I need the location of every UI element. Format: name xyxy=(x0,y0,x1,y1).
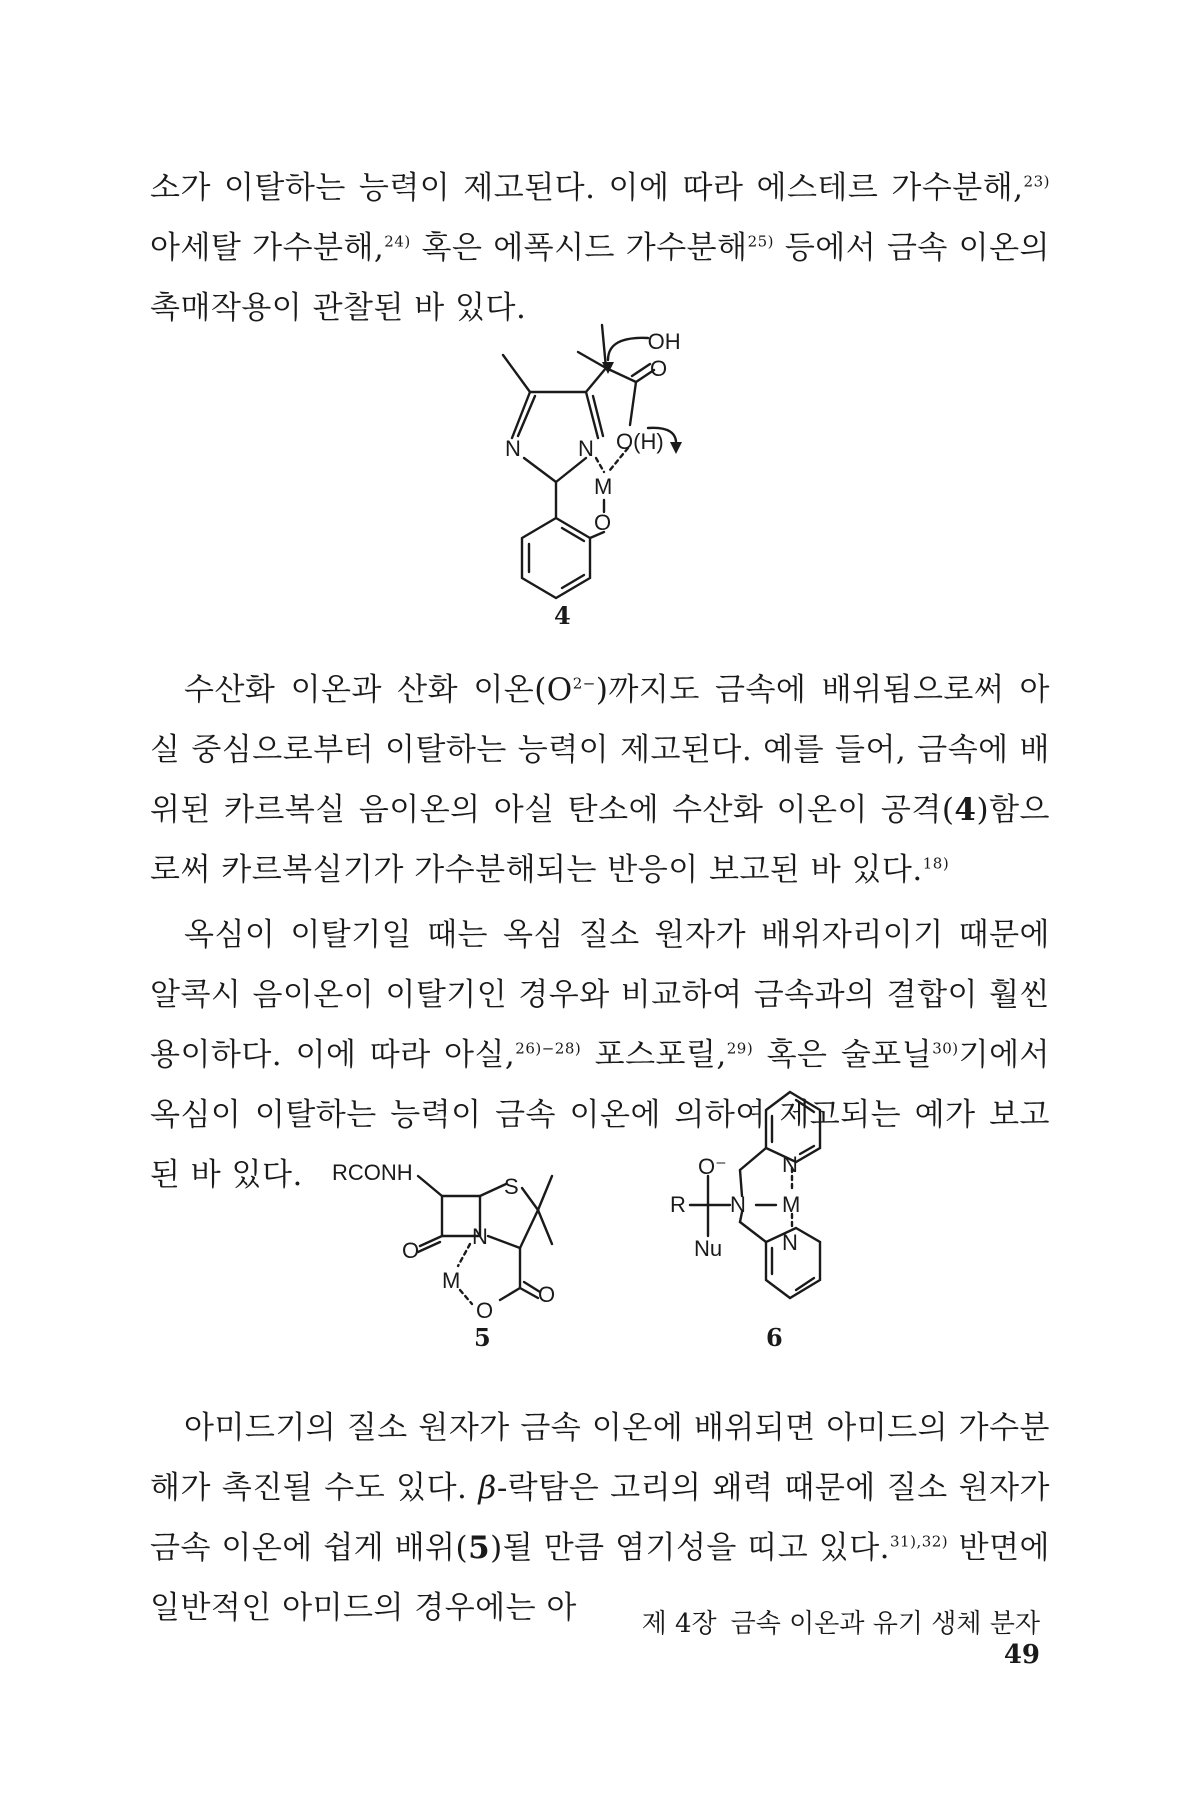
footer-title: 금속 이온과 유기 생체 분자 xyxy=(730,1609,1040,1639)
ref-structure-4: 4 xyxy=(954,792,977,828)
ref-29: 29) xyxy=(726,1039,754,1058)
atom-n1: N xyxy=(505,436,521,461)
p3-text-b: 포스포릴, xyxy=(581,1037,727,1073)
footer-chapter: 제 4장 xyxy=(641,1609,717,1639)
ref-30: 30) xyxy=(932,1039,959,1058)
atom-o-minus: O xyxy=(476,1298,494,1323)
structure-5 xyxy=(320,1150,580,1355)
atom-o-ring: O xyxy=(594,510,612,535)
atom-nu: Nu xyxy=(694,1236,723,1261)
atom-rconh: RCONH xyxy=(332,1160,413,1185)
atom-o-minus: O⁻ xyxy=(698,1154,727,1179)
atom-m: M xyxy=(594,474,613,499)
p1-text-c: 혹은 에폭시드 가수분해 xyxy=(410,230,748,266)
charge-2minus: 2− xyxy=(572,674,596,693)
atom-n2: N xyxy=(578,436,594,461)
paragraph-1 xyxy=(150,158,1050,338)
p3-text-c: 혹은 술포닐 xyxy=(753,1037,933,1073)
compound-label-4: 4 xyxy=(554,601,571,630)
atom-n: N xyxy=(472,1224,488,1249)
paragraph-4 xyxy=(150,1398,1050,1638)
page-footer xyxy=(600,1603,1040,1670)
p1-text-b: 아세탈 가수분해, xyxy=(150,230,385,266)
atom-r: R xyxy=(670,1192,686,1217)
atom-o-h: O(H) xyxy=(616,429,664,454)
ref-31-32: 31),32) xyxy=(890,1532,949,1551)
atom-n-center: N xyxy=(730,1192,746,1217)
ref-structure-5: 5 xyxy=(468,1530,491,1566)
ref-24: 24) xyxy=(384,232,411,251)
atom-m: M xyxy=(782,1192,801,1217)
compound-label-5: 5 xyxy=(474,1323,491,1352)
atom-o-acid: O xyxy=(538,1282,556,1307)
p1-text-a: 소가 이탈하는 능력이 제고된다. 이에 따라 에스테르 가수분해, xyxy=(150,170,1024,206)
p4-text-b: -락탐은 고리의 왜력 때문에 질소 원자가 금속 이온에 쉽게 배위( xyxy=(150,1470,1050,1566)
paragraph-2 xyxy=(150,660,1050,900)
p3-text-d: 기에서 옥심이 이탈하는 능력이 금속 이온에 의하여 제고되는 예가 보고된 바 있다. xyxy=(150,1037,1050,1193)
p4-text-a: 아미드기의 질소 원자가 금속 이온에 배위되면 아미드의 가수분해가 촉진될 수도 있다. xyxy=(150,1410,1050,1506)
p3-text-a: 옥심이 이탈기일 때는 옥심 질소 원자가 배위자리이기 때문에 알콕시 음이온이 이탈기인 경우와 비교하여 금속과의 결합이 훨씬 용이하다. 이에 따라 아실, xyxy=(150,917,1050,1073)
atom-n-bottom: N xyxy=(782,1230,798,1255)
atom-o-carbonyl: O xyxy=(650,356,668,381)
p1-text-d: 등에서 금속 이온의 촉매작용이 관찰된 바 있다. xyxy=(150,230,1050,326)
atom-oh: ⁻OH xyxy=(636,329,681,354)
atom-o-keto: O xyxy=(402,1238,420,1263)
structure-6 xyxy=(660,1080,880,1355)
p4-text-d: 반면에 일반적인 아미드의 경우에는 아 xyxy=(150,1530,1050,1626)
atom-n-top: N xyxy=(782,1152,798,1177)
atom-s: S xyxy=(504,1174,519,1199)
ref-26-28: 26)−28) xyxy=(515,1039,582,1058)
p4-text-c: )될 만큼 염기성을 띠고 있다. xyxy=(490,1530,890,1566)
ref-25: 25) xyxy=(747,232,775,251)
p2-text-b: )까지도 금속에 배위됨으로써 아실 중심으로부터 이탈하는 능력이 제고된다. 예를 들어, 금속에 배위된 카르복실 음이온의 아실 탄소에 수산화 이온이 공격( xyxy=(150,672,1051,828)
page-number: 49 xyxy=(1003,1640,1040,1670)
paragraph-3 xyxy=(150,905,1050,1205)
ref-18: 18) xyxy=(922,854,950,873)
beta-symbol: β xyxy=(478,1470,497,1506)
p2-text-a: 수산화 이온과 산화 이온(O xyxy=(184,672,573,708)
atom-m: M xyxy=(442,1268,461,1293)
compound-label-6: 6 xyxy=(766,1323,783,1352)
ref-23: 23) xyxy=(1023,172,1050,191)
p2-text-c: )함으로써 카르복실기가 가수분해되는 반응이 보고된 바 있다. xyxy=(150,792,1050,888)
structure-4 xyxy=(470,318,681,658)
